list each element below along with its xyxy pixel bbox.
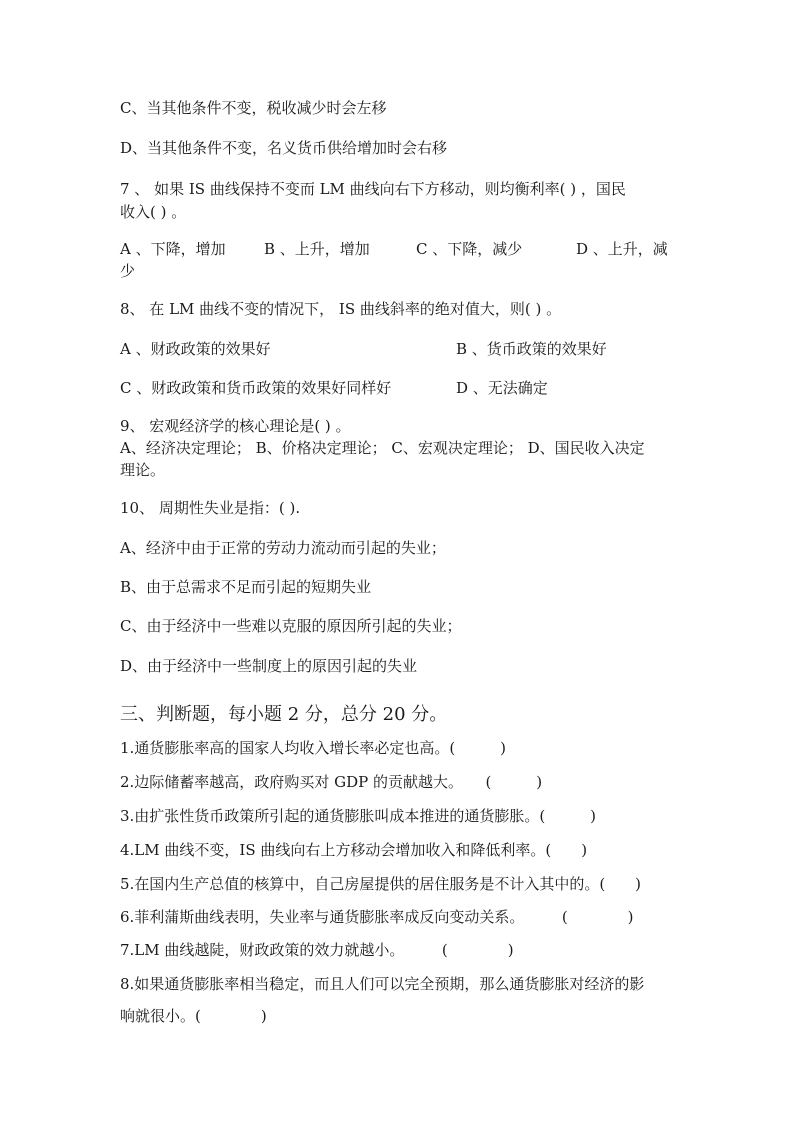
q6-option-c: C、当其他条件不变，税收减少时会左移 xyxy=(120,99,387,117)
tf-item-8-line1: 8.如果通货膨胀率相当稳定，而且人们可以完全预期，那么通货膨胀对经济的影 xyxy=(120,975,645,993)
tf-item-1: 1.通货膨胀率高的国家人均收入增长率必定也高。( ) xyxy=(120,739,507,757)
q7-option-a: A 、下降，增加 xyxy=(120,240,226,258)
tf-item-7: 7.LM 曲线越陡，财政政策的效力就越小。 ( ) xyxy=(120,941,514,959)
q10-option-d: D、由于经济中一些制度上的原因引起的失业 xyxy=(120,657,418,675)
tf-item-4: 4.LM 曲线不变，IS 曲线向右上方移动会增加收入和降低利率。( ) xyxy=(120,841,588,859)
tf-item-6: 6.菲利蒲斯曲线表明，失业率与通货膨胀率成反向变动关系。 ( ) xyxy=(120,908,634,926)
tf-item-8-line2: 响就很小。( ) xyxy=(120,1007,267,1025)
section3-title: 三、判断题，每小题 2 分，总分 20 分。 xyxy=(120,704,448,725)
q7-option-b: B 、上升，增加 xyxy=(264,240,370,258)
q7-stem-line1: 7 、 如果 IS 曲线保持不变而 LM 曲线向右下方移动，则均衡利率( ) ，国民 xyxy=(120,180,626,198)
q10-stem: 10、 周期性失业是指：( ). xyxy=(120,499,301,517)
q10-option-b: B、由于总需求不足而引起的短期失业 xyxy=(120,578,372,596)
q8-option-a: A 、财政政策的效果好 xyxy=(120,340,271,358)
q9-options-line1: A、经济决定理论； B、价格决定理论； C、宏观决定理论； D、国民收入决定 xyxy=(120,439,645,457)
q7-stem-line2: 收入( ) 。 xyxy=(120,203,187,221)
q7-option-d-wrap: 少 xyxy=(120,262,136,280)
q7-option-d: D 、上升，减 xyxy=(576,240,668,258)
q10-option-c: C、由于经济中一些难以克服的原因所引起的失业； xyxy=(120,617,462,635)
tf-item-3: 3.由扩张性货币政策所引起的通货膨胀叫成本推进的通货膨胀。( ) xyxy=(120,807,597,825)
tf-item-2: 2.边际储蓄率越高，政府购买对 GDP 的贡献越大。 ( ) xyxy=(120,773,543,791)
tf-item-5: 5.在国内生产总值的核算中，自己房屋提供的居住服务是不计入其中的。( ) xyxy=(120,875,642,893)
q8-option-c: C 、财政政策和货币政策的效果好同样好 xyxy=(120,379,392,397)
q8-stem: 8、 在 LM 曲线不变的情况下， IS 曲线斜率的绝对值大，则( ) 。 xyxy=(120,300,562,318)
q6-option-d: D、当其他条件不变，名义货币供给增加时会右移 xyxy=(120,139,448,157)
q9-stem: 9、 宏观经济学的核心理论是( ) 。 xyxy=(120,417,351,435)
q7-option-c: C 、下降，减少 xyxy=(416,240,523,258)
q8-option-d: D 、无法确定 xyxy=(456,379,548,397)
q8-option-b: B 、货币政策的效果好 xyxy=(456,340,607,358)
q9-options-line2: 理论。 xyxy=(120,461,166,479)
q10-option-a: A、经济中由于正常的劳动力流动而引起的失业； xyxy=(120,539,446,557)
